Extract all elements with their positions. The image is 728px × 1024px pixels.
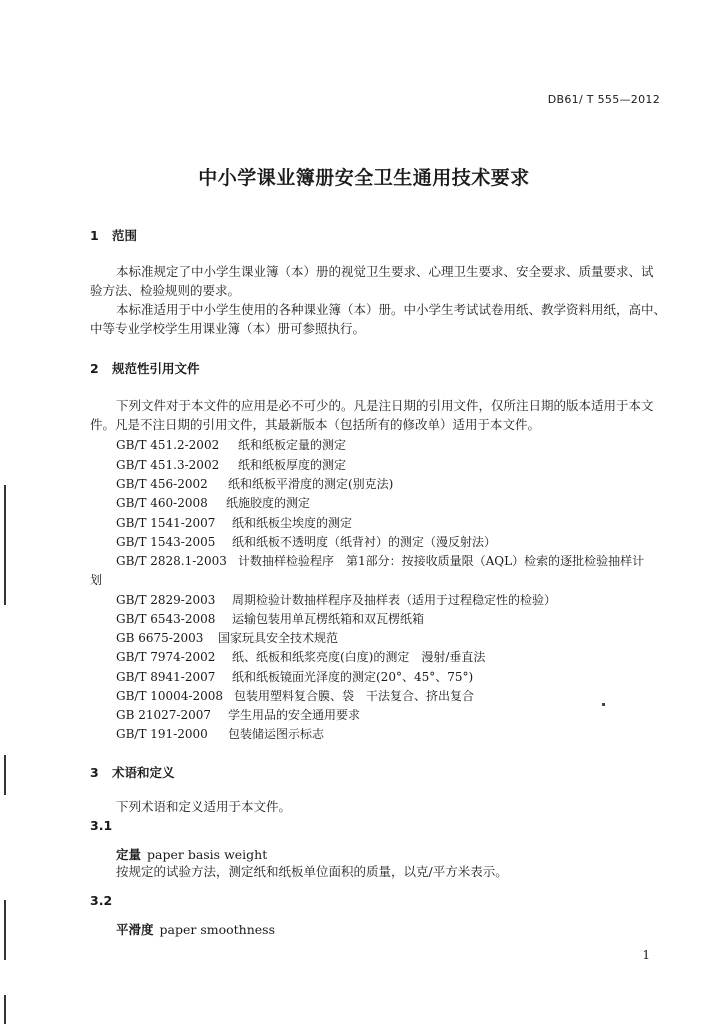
reference-code: GB/T 2828.1-2003 (116, 554, 227, 568)
document-title: 中小学课业簿册安全卫生通用技术要求 (198, 167, 530, 189)
reference-title: 纸和纸板镜面光泽度的测定(20°、45°、75°) (232, 670, 474, 684)
refs-intro-line-2: 件。凡是不注日期的引用文件，其最新版本（包括所有的修改单）适用于本文件。 (90, 417, 541, 432)
term-definition: 按规定的试验方法，测定纸和纸板单位面积的质量，以克/平方米表示。 (116, 864, 508, 879)
reference-item (116, 533, 496, 550)
reference-code: GB/T 7974-2002 (116, 650, 216, 664)
term-zh: 平滑度 (116, 922, 154, 937)
term-en: paper smoothness (159, 922, 275, 937)
section-number: 1 (90, 228, 99, 243)
section-title: 范围 (112, 228, 138, 243)
scan-edge-mark (4, 995, 6, 1024)
page-number: 1 (642, 948, 650, 962)
reference-code: GB/T 1541-2007 (116, 516, 216, 530)
section-title: 规范性引用文件 (112, 361, 200, 376)
reference-code: GB/T 2829-2003 (116, 593, 216, 607)
reference-item (116, 610, 424, 627)
terms-intro: 下列术语和定义适用于本文件。 (116, 799, 292, 814)
standard-code: DB61/ T 555—2012 (547, 93, 660, 106)
section-1-heading (90, 226, 137, 244)
scan-speck (602, 703, 605, 706)
reference-title: 纸和纸板定量的测定 (238, 438, 347, 452)
term-zh: 定量 (116, 847, 142, 862)
reference-item (116, 706, 360, 723)
reference-item (116, 552, 644, 569)
reference-title: 纸和纸板厚度的测定 (238, 458, 347, 472)
reference-code: GB/T 456-2002 (116, 477, 208, 491)
term-heading (116, 920, 275, 938)
scan-edge-mark (4, 755, 6, 795)
reference-code: GB 21027-2007 (116, 708, 211, 722)
reference-code: GB/T 1543-2005 (116, 535, 216, 549)
reference-wrap-line: 划 (90, 573, 103, 587)
reference-title: 包装储运图示标志 (228, 727, 325, 741)
reference-code: GB/T 451.2-2002 (116, 438, 220, 452)
reference-code: GB/T 6543-2008 (116, 612, 216, 626)
term-number: 3.1 (90, 818, 113, 833)
reference-title: 纸和纸板平滑度的测定(别克法) (228, 477, 394, 491)
scope-paragraph-1-line-1: 本标准规定了中小学生课业簿（本）册的视觉卫生要求、心理卫生要求、安全要求、质量要求、试 (116, 264, 654, 279)
reference-item (116, 687, 474, 704)
scope-paragraph-2-line-1: 本标准适用于中小学生使用的各种课业簿（本）册。中小学生考试试卷用纸、教学资料用纸，高中、 (116, 302, 667, 317)
section-number: 3 (90, 765, 99, 780)
reference-item (116, 648, 485, 665)
reference-title: 包装用塑料复合膜、袋 干法复合、挤出复合 (234, 689, 475, 703)
scope-paragraph-1-line-2: 验方法、检验规则的要求。 (90, 283, 241, 298)
reference-title: 周期检验计数抽样程序及抽样表（适用于过程稳定性的检验） (232, 593, 557, 607)
section-title: 术语和定义 (112, 765, 175, 780)
reference-item (116, 629, 338, 646)
refs-intro-line-1: 下列文件对于本文件的应用是必不可少的。凡是注日期的引用文件，仅所注日期的版本适用于本文 (116, 398, 654, 413)
reference-title: 运输包装用单瓦楞纸箱和双瓦楞纸箱 (232, 612, 425, 626)
reference-code: GB/T 460-2008 (116, 496, 208, 510)
section-2-heading (90, 359, 200, 377)
reference-item (116, 668, 473, 685)
term-en: paper basis weight (147, 847, 268, 862)
reference-item (116, 475, 393, 492)
reference-code: GB 6675-2003 (116, 631, 204, 645)
reference-title: 学生用品的安全通用要求 (228, 708, 361, 722)
term-heading (116, 845, 267, 863)
reference-title: 纸和纸板尘埃度的测定 (232, 516, 353, 530)
reference-item (116, 514, 352, 531)
reference-title: 国家玩具安全技术规范 (218, 631, 339, 645)
reference-code: GB/T 191-2000 (116, 727, 208, 741)
term-number: 3.2 (90, 893, 113, 908)
scan-edge-mark (4, 485, 6, 605)
reference-code: GB/T 451.3-2002 (116, 458, 220, 472)
scan-edge-mark (4, 900, 6, 960)
reference-title: 计数抽样检验程序 第1部分：按接收质量限（AQL）检索的逐批检验抽样计 (238, 554, 645, 568)
reference-code: GB/T 8941-2007 (116, 670, 216, 684)
section-3-heading (90, 763, 175, 781)
reference-title: 纸、纸板和纸浆亮度(白度)的测定 漫射/垂直法 (232, 650, 486, 664)
reference-item (116, 591, 556, 608)
reference-item (116, 456, 346, 473)
scope-paragraph-2-line-2: 中等专业学校学生用课业簿（本）册可参照执行。 (90, 321, 366, 336)
reference-code: GB/T 10004-2008 (116, 689, 224, 703)
reference-item (116, 725, 324, 742)
reference-item (116, 494, 310, 511)
reference-title: 纸和纸板不透明度（纸背衬）的测定（漫反射法） (232, 535, 497, 549)
reference-item (116, 436, 346, 453)
section-number: 2 (90, 361, 99, 376)
reference-title: 纸施胶度的测定 (226, 496, 311, 510)
